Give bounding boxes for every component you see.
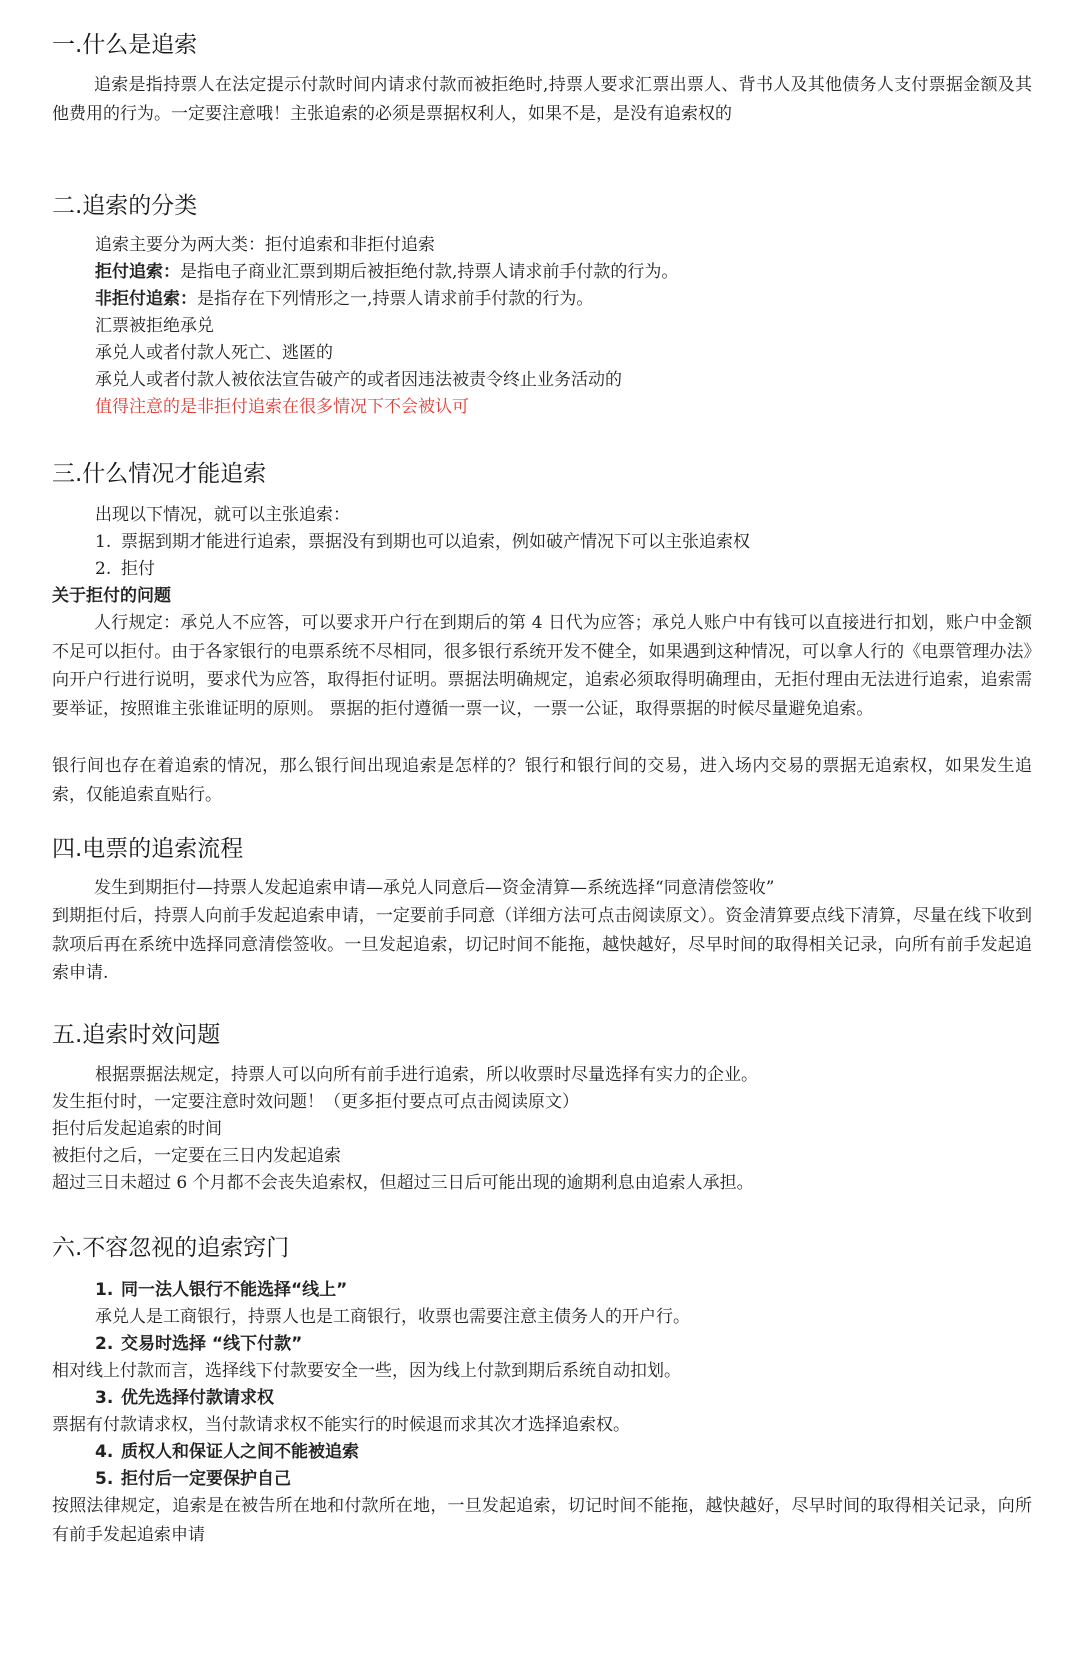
refusal-subheading: 关于拒付的问题 — [52, 586, 171, 606]
tip-number: 3. — [95, 1388, 114, 1408]
tip-text: 票据有付款请求权，当付款请求权不能实行的时候退而求其次才选择追索权。 — [52, 1415, 630, 1435]
section-2-title: 二.追索的分类 — [52, 193, 198, 219]
tip-title: 交易时选择 “线下付款” — [121, 1334, 303, 1354]
tip-heading — [95, 1438, 359, 1466]
tip-number: 1. — [95, 1280, 114, 1300]
section-6-title: 六.不容忽视的追索窍门 — [52, 1235, 290, 1261]
tip-heading — [95, 1465, 291, 1493]
tip-heading — [95, 1330, 302, 1358]
list-text: 票据到期才能进行追索，票据没有到期也可以追索，例如破产情况下可以主张追索权 — [121, 532, 750, 552]
section-3-paragraph-2: 银行间也存在着追索的情况，那么银行间出现追索是怎样的？银行和银行间的交易，进入场内交易的票据无追索权，如果发生追索，仅能追索直贴行。 — [52, 756, 1032, 805]
list-text: 拒付 — [121, 559, 155, 579]
tip-title: 优先选择付款请求权 — [121, 1388, 274, 1408]
nonrefuse-recourse-text: 是指存在下列情形之一,持票人请求前手付款的行为。 — [197, 289, 594, 309]
tip-heading — [95, 1276, 347, 1304]
section-4-flow: 发生到期拒付—持票人发起追索申请—承兑人同意后—资金清算—系统选择“同意清偿签收” — [94, 878, 775, 898]
case-item: 承兑人或者付款人死亡、逃匿的 — [95, 343, 333, 363]
case-item: 汇票被拒绝承兑 — [95, 316, 214, 336]
section-3-title: 三.什么情况才能追索 — [52, 461, 267, 487]
section-4-paragraph: 到期拒付后，持票人向前手发起追索申请，一定要前手同意（详细方法可点击阅读原文）。资金清算要点线下清算，尽量在线下收到款项后再在系统中选择同意清偿签收。一旦发起追索，切记时间不能拖，越快越好，尽早时间的取得相关记录，向所有前手发起追索申请. — [52, 906, 1032, 983]
tip-text: 相对线上付款而言，选择线下付款要安全一些，因为线上付款到期后系统自动扣划。 — [52, 1361, 681, 1381]
tip-title: 同一法人银行不能选择“线上” — [121, 1280, 348, 1300]
tip-title: 质权人和保证人之间不能被追索 — [121, 1442, 359, 1462]
section-2-intro: 追索主要分为两大类：拒付追索和非拒付追索 — [95, 235, 435, 255]
tip-number: 2. — [95, 1334, 114, 1354]
section-5-line: 拒付后发起追索的时间 — [52, 1119, 222, 1139]
section-1-paragraph: 追索是指持票人在法定提示付款时间内请求付款而被拒绝时,持票人要求汇票出票人、背书人及其他债务人支付票据金额及其他费用的行为。一定要注意哦！主张追索的必须是票据权利人，如果不是，是没有追索权的 — [52, 75, 1032, 124]
tip-heading — [95, 1384, 274, 1412]
section-3-paragraph-1: 人行规定：承兑人不应答，可以要求开户行在到期后的第 4 日代为应答；承兑人账户中有钱可以直接进行扣划，账户中金额不足可以拒付。由于各家银行的电票系统不尽相同，很多银行系统开发不健全，如果遇到这种情况，可以拿人行的《电票管理办法》向开户行进行说明，要求代为应答，取得拒付证明。票据法明确规定，追索必须取得明确理由，无拒付理由无法进行追索，追索需要举证，按照谁主张谁证明的原则。 票据的拒付遵循一票一议，一票一公证，取得票据的时候尽量避免追索。 — [52, 613, 1032, 719]
list-item — [95, 528, 750, 556]
refuse-recourse-text: 是指电子商业汇票到期后被拒绝付款,持票人请求前手付款的行为。 — [180, 262, 679, 282]
tip-number: 4. — [95, 1442, 114, 1462]
tip-title: 拒付后一定要保护自己 — [121, 1469, 291, 1489]
section-2-note: 值得注意的是非拒付追索在很多情况下不会被认可 — [95, 397, 469, 417]
section-5-line: 发生拒付时，一定要注意时效问题！（更多拒付要点可点击阅读原文） — [52, 1092, 579, 1112]
section-5-line: 被拒付之后，一定要在三日内发起追索 — [52, 1146, 341, 1166]
list-number: 2. — [95, 559, 112, 579]
section-3-intro: 出现以下情况，就可以主张追索： — [95, 505, 350, 525]
refuse-recourse-definition — [95, 258, 678, 286]
nonrefuse-recourse-label: 非拒付追索： — [95, 289, 197, 309]
tip-text: 承兑人是工商银行，持票人也是工商银行，收票也需要注意主债务人的开户行。 — [95, 1307, 690, 1327]
tip-text: 按照法律规定，追索是在被告所在地和付款所在地，一旦发起追索，切记时间不能拖，越快越好，尽早时间的取得相关记录，向所有前手发起追索申请 — [52, 1496, 1032, 1545]
section-4-title: 四.电票的追索流程 — [52, 836, 244, 862]
list-number: 1. — [95, 532, 112, 552]
section-5-line: 超过三日未超过 6 个月都不会丧失追索权，但超过三日后可能出现的逾期利息由追索人承担。 — [52, 1173, 754, 1193]
case-item: 承兑人或者付款人被依法宣告破产的或者因违法被责令终止业务活动的 — [95, 370, 622, 390]
section-5-title: 五.追索时效问题 — [52, 1022, 221, 1048]
tip-number: 5. — [95, 1469, 114, 1489]
section-1-title: 一.什么是追索 — [52, 32, 198, 58]
refuse-recourse-label: 拒付追索： — [95, 262, 180, 282]
nonrefuse-recourse-definition — [95, 285, 593, 313]
section-5-paragraph: 根据票据法规定，持票人可以向所有前手进行追索，所以收票时尽量选择有实力的企业。 — [95, 1065, 758, 1085]
list-item — [95, 555, 155, 583]
